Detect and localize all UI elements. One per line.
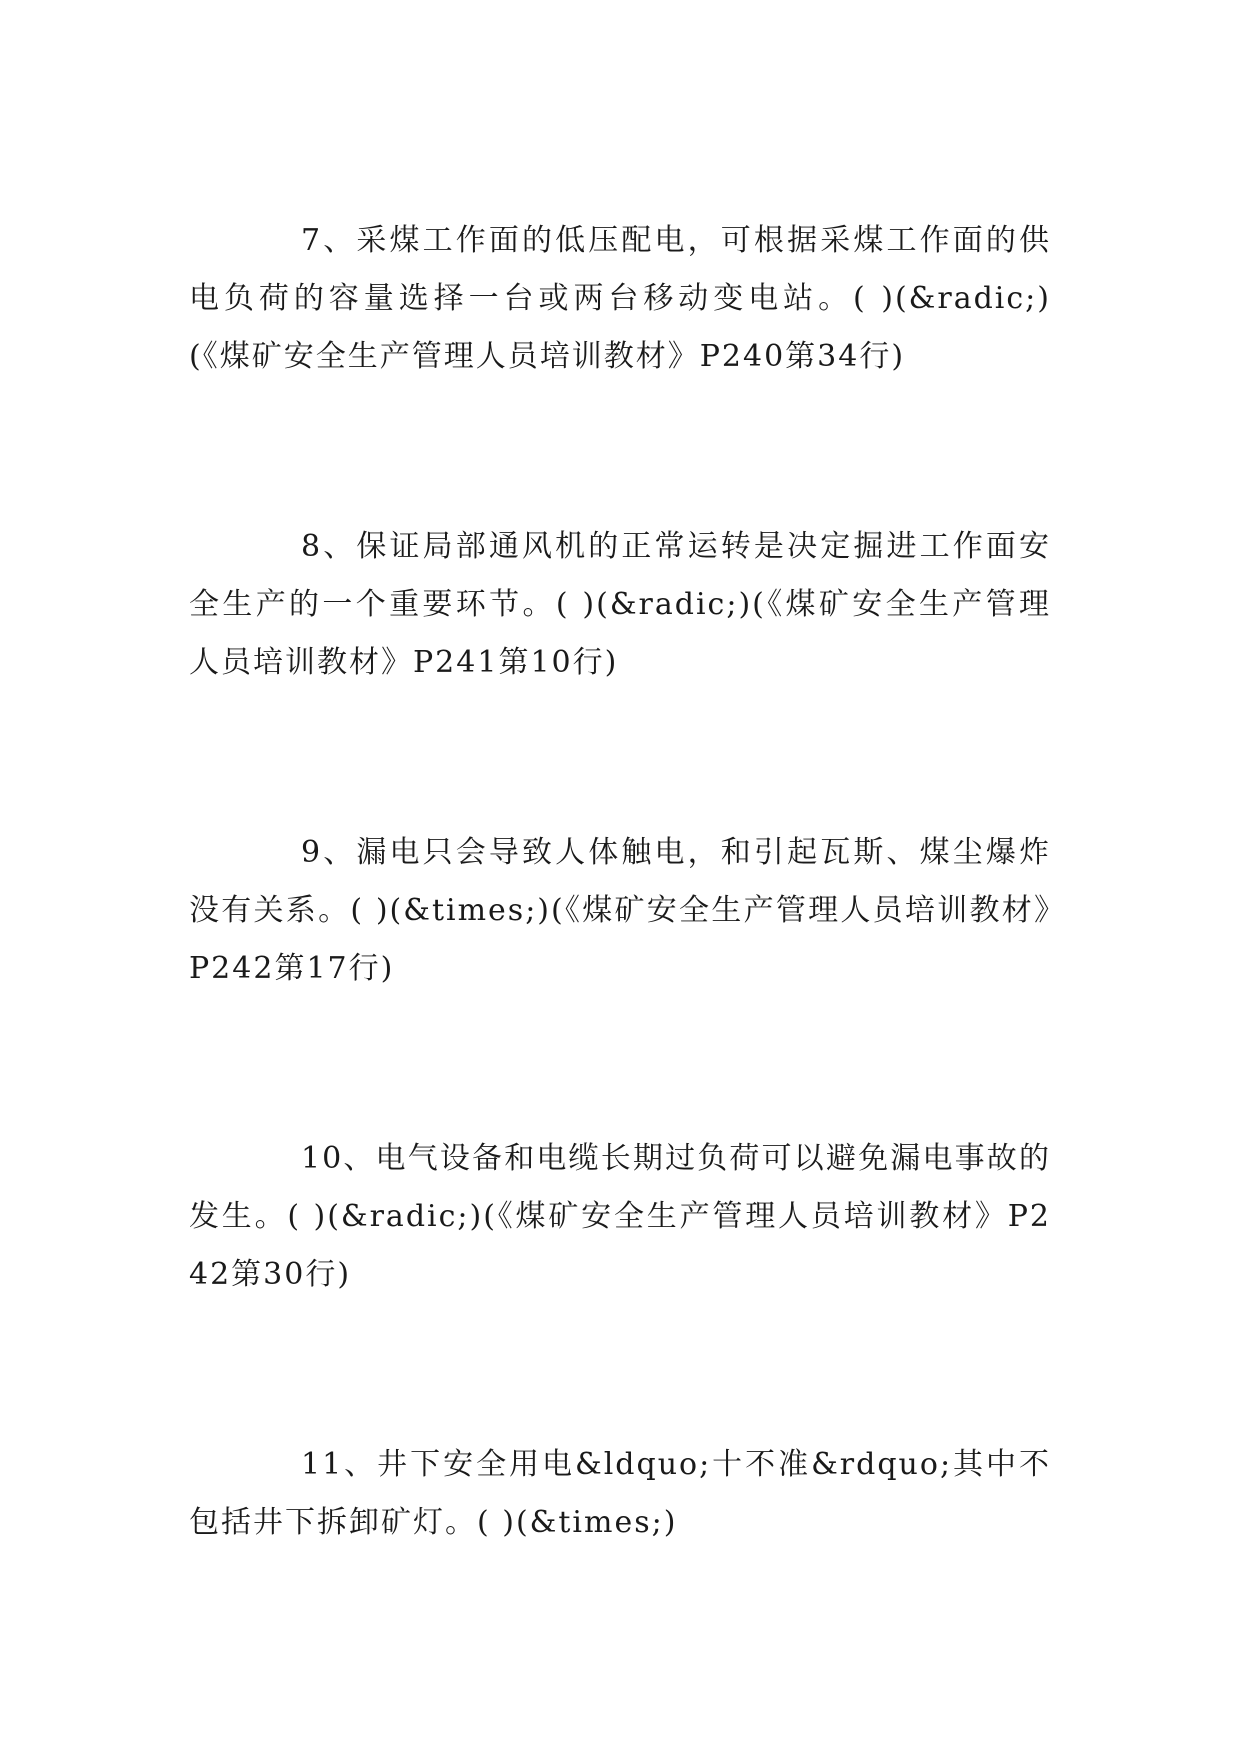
question-10: 10、电气设备和电缆长期过负荷可以避免漏电事故的发生。( )(&radic;)(《煤矿安全生产管理人员培训教材》P242第30行) [189, 1141, 1051, 1292]
question-7: 7、采煤工作面的低压配电，可根据采煤工作面的供电负荷的容量选择一台或两台移动变电站。( )(&radic;)(《煤矿安全生产管理人员培训教材》P240第34行) [189, 223, 1051, 374]
document-body [189, 212, 1051, 1552]
question-8: 8、保证局部通风机的正常运转是决定掘进工作面安全生产的一个重要环节。( )(&radic;)(《煤矿安全生产管理人员培训教材》P241第10行) [189, 529, 1051, 680]
question-11: 11、井下安全用电&ldquo;十不准&rdquo;其中不包括井下拆卸矿灯。( )(&times;) [189, 1447, 1051, 1540]
question-9: 9、漏电只会导致人体触电，和引起瓦斯、煤尘爆炸没有关系。( )(&times;)(《煤矿安全生产管理人员培训教材》P242第17行) [189, 835, 1051, 986]
